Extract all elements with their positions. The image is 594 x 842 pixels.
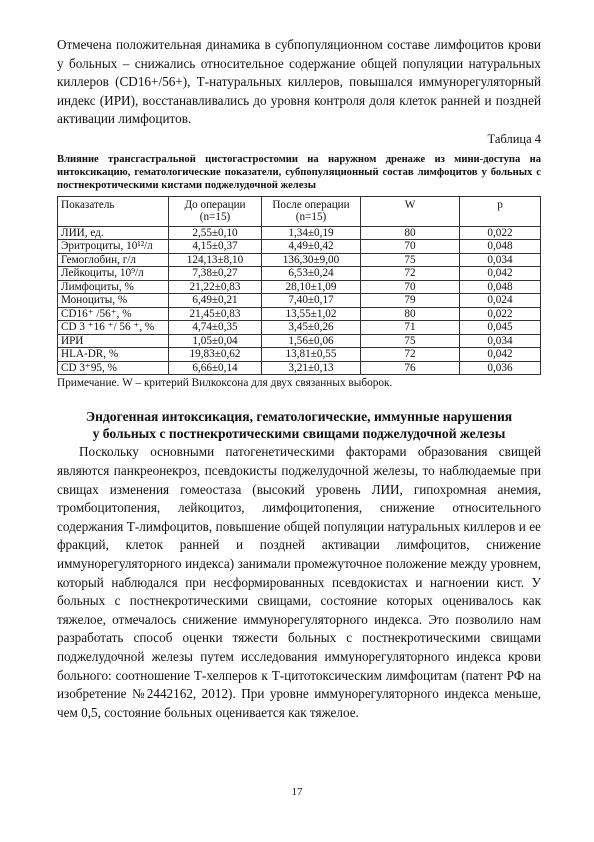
- cell-before: 124,13±8,10: [169, 253, 262, 267]
- header-before: До операции (n=15): [169, 196, 262, 226]
- cell-p: 0,036: [460, 361, 541, 375]
- cell-before: 21,45±0,83: [169, 307, 262, 321]
- cell-before: 19,83±0,62: [169, 348, 262, 362]
- section-heading: [57, 408, 541, 442]
- page-content: [57, 36, 541, 722]
- header-indicator: Показатель: [58, 196, 169, 226]
- cell-indicator: Лейкоциты, 10⁹/л: [58, 267, 169, 281]
- body-paragraph: Поскольку основными патогенетическими факторами образования свищей являются панкреонекроз, псевдокисты поджелудочной железы, то наблюдаемые при свищах изменения гомеостаза (высокий уровень ЛИИ, гипохромная анемия, тромбоцитопения, лейкоцитоз, лимфоцитопения, снижение относительного содержания Т-лимфоцитов, повышение общей популяции натуральных киллеров и ее фракций, клеток ранней и поздней активации лимфоцитов, снижение иммунорегуляторного индекса) занимали промежуточное положение между уровнем, который наблюдался при несформированных псевдокистах и нагноении кист. У больных с постнекротическими свищами, состояние которых оценивалось как тяжелое, отмечалось снижение иммунорегуляторного индекса. Это позволило нам разработать способ оценки тяжести больных с постнекротическими свищами поджелудочной железы путем исследования иммунорегуляторного индекса крови больного: соотношение Т-хелперов к Т-цитотоксическим лимфоцитам (патент РФ на изобретение №2442162, 2012). При уровне иммунорегуляторного индекса меньше, чем 0,5, состояние больных оценивается как тяжелое.: [57, 444, 541, 720]
- table-row: [58, 307, 541, 321]
- cell-before: 7,38±0,27: [169, 267, 262, 281]
- cell-after: 13,81±0,55: [262, 348, 361, 362]
- section-heading-line1: Эндогенная интоксикация, гематологические, иммунные нарушения: [85, 409, 513, 425]
- cell-indicator: Эритроциты, 10¹²/л: [58, 240, 169, 254]
- cell-p: 0,022: [460, 226, 541, 240]
- cell-p: 0,034: [460, 253, 541, 267]
- cell-w: 71: [361, 321, 460, 335]
- cell-w: 72: [361, 348, 460, 362]
- cell-p: 0,042: [460, 348, 541, 362]
- cell-indicator: CD 3⁺95, %: [58, 361, 169, 375]
- table-row: [58, 226, 541, 240]
- cell-p: 0,042: [460, 267, 541, 281]
- cell-p: 0,034: [460, 334, 541, 348]
- cell-indicator: ЛИИ, ед.: [58, 226, 169, 240]
- cell-w: 80: [361, 226, 460, 240]
- table-row: [58, 240, 541, 254]
- cell-w: 80: [361, 307, 460, 321]
- table-body: [58, 226, 541, 375]
- cell-w: 72: [361, 267, 460, 281]
- table-caption: Влияние трансгастральной цистогастростомии на наружном дренаже из мини-доступа на интоксикацию, гематологические показатели, субпопуляционный состав лимфоцитов у больных с постнекротическими кистами поджелудочной железы: [57, 153, 541, 191]
- cell-before: 4,15±0,37: [169, 240, 262, 254]
- table-row: [58, 267, 541, 281]
- table-row: [58, 348, 541, 362]
- cell-indicator: Моноциты, %: [58, 294, 169, 308]
- cell-after: 6,53±0,24: [262, 267, 361, 281]
- cell-w: 75: [361, 253, 460, 267]
- table-header-row: [58, 196, 541, 226]
- table-row: [58, 253, 541, 267]
- table-row: [58, 294, 541, 308]
- cell-w: 70: [361, 280, 460, 294]
- header-w: W: [361, 196, 460, 226]
- cell-indicator: CD16⁺ /56⁺, %: [58, 307, 169, 321]
- cell-before: 6,49±0,21: [169, 294, 262, 308]
- header-after: После операции (n=15): [262, 196, 361, 226]
- cell-p: 0,045: [460, 321, 541, 335]
- cell-w: 70: [361, 240, 460, 254]
- header-p: p: [460, 196, 541, 226]
- table-row: [58, 334, 541, 348]
- cell-w: 79: [361, 294, 460, 308]
- cell-after: 136,30±9,00: [262, 253, 361, 267]
- cell-before: 4,74±0,35: [169, 321, 262, 335]
- cell-indicator: Лимфоциты, %: [58, 280, 169, 294]
- cell-indicator: ИРИ: [58, 334, 169, 348]
- cell-indicator: HLA-DR, %: [58, 348, 169, 362]
- table-row: [58, 280, 541, 294]
- table-label: Таблица 4: [487, 131, 541, 146]
- cell-p: 0,022: [460, 307, 541, 321]
- cell-after: 4,49±0,42: [262, 240, 361, 254]
- cell-after: 13,55±1,02: [262, 307, 361, 321]
- cell-before: 2,55±0,10: [169, 226, 262, 240]
- cell-w: 75: [361, 334, 460, 348]
- cell-p: 0,048: [460, 280, 541, 294]
- cell-before: 6,66±0,14: [169, 361, 262, 375]
- cell-p: 0,048: [460, 240, 541, 254]
- table-note: Примечание. W – критерий Вилкоксона для двух связанных выборок.: [57, 377, 393, 390]
- cell-before: 21,22±0,83: [169, 280, 262, 294]
- cell-indicator: Гемоглобин, г/л: [58, 253, 169, 267]
- table-row: [58, 361, 541, 375]
- section-heading-line2: у больных с постнекротическими свищами поджелудочной железы: [92, 426, 506, 442]
- table-row: [58, 321, 541, 335]
- cell-p: 0,024: [460, 294, 541, 308]
- data-table: [57, 196, 541, 376]
- intro-paragraph: Отмечена положительная динамика в субпопуляционном составе лимфоцитов крови у больных – снижались относительное содержание общей популяции натуральных киллеров (CD16+/56+), Т-натуральных киллеров, повышался иммунорегуляторный индекс (ИРИ), восстанавливались до уровня контроля доля клеток ранней и поздней активации лимфоцитов.: [57, 37, 541, 127]
- cell-before: 1,05±0,04: [169, 334, 262, 348]
- cell-after: 1,34±0,19: [262, 226, 361, 240]
- cell-after: 3,21±0,13: [262, 361, 361, 375]
- cell-indicator: CD 3 ⁺16 ⁺/ 56 ⁺, %: [58, 321, 169, 335]
- cell-w: 76: [361, 361, 460, 375]
- page-number: 17: [291, 786, 303, 798]
- cell-after: 28,10±1,09: [262, 280, 361, 294]
- cell-after: 7,40±0,17: [262, 294, 361, 308]
- cell-after: 3,45±0,26: [262, 321, 361, 335]
- cell-after: 1,56±0,06: [262, 334, 361, 348]
